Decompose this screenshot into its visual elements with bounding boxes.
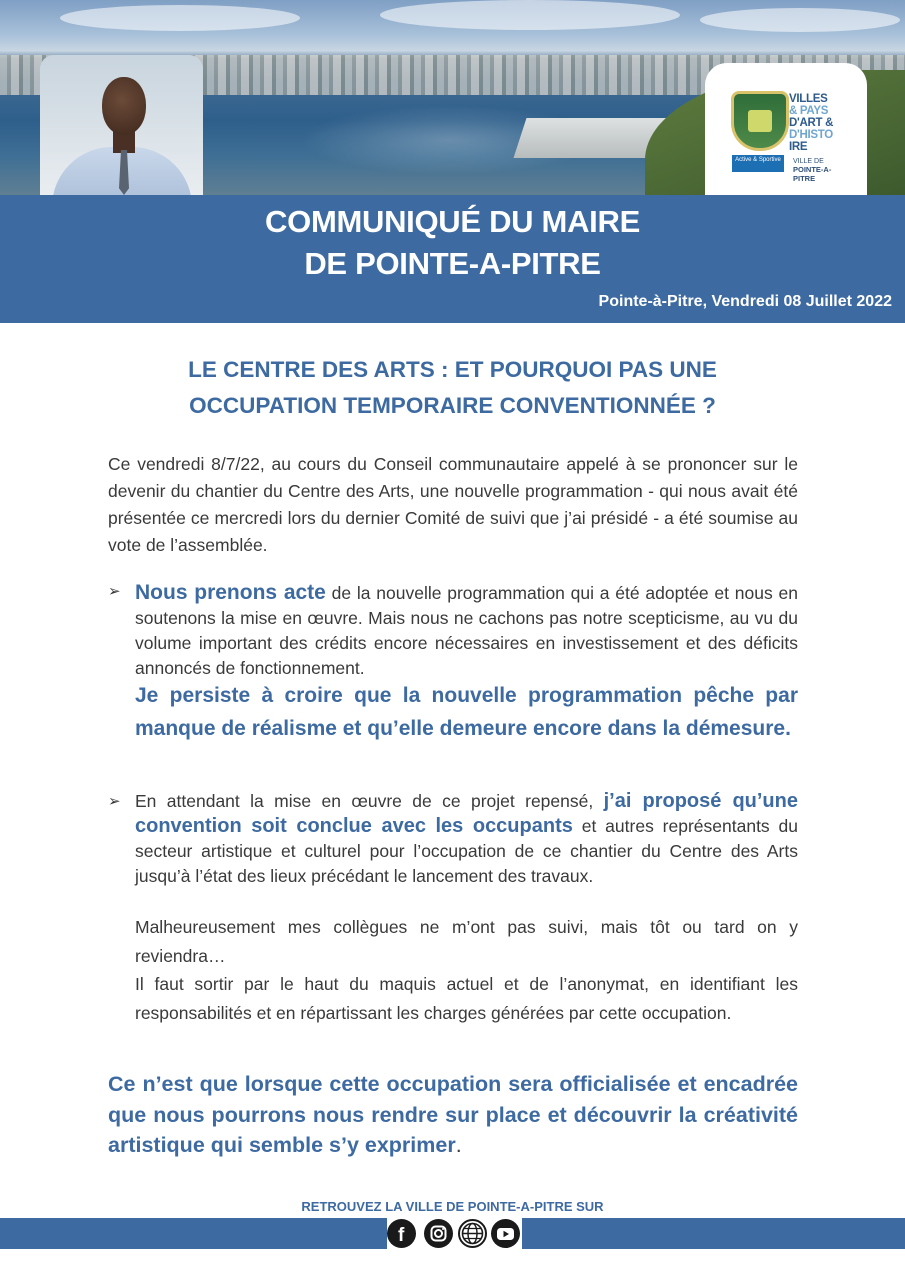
- instagram-icon[interactable]: [424, 1219, 453, 1248]
- date-line: Pointe-à-Pitre, Vendredi 08 Juillet 2022: [598, 293, 892, 310]
- footer-title: RETROUVEZ LA VILLE DE POINTE-A-PITRE SUR: [301, 1199, 604, 1214]
- page-title-line1: COMMUNIQUÉ DU MAIRE: [265, 204, 640, 239]
- city-label: VILLE DE POINTE-A-PITRE: [793, 158, 832, 183]
- bullet-2-followup: [135, 913, 798, 1027]
- headline-line2: OCCUPATION TEMPORAIRE CONVENTIONNÉE ?: [189, 393, 716, 418]
- arrow-bullet-icon: ➢: [108, 583, 121, 600]
- title-band: [0, 195, 905, 323]
- page-title: [0, 201, 905, 285]
- bullet-2-text: [135, 789, 798, 889]
- bullet-1-emphasis: Je persiste à croire que la nouvelle programmation pêche par manque de réalisme et qu’elle demeure encore dans la démesure.: [135, 684, 798, 740]
- villes-pays-art-histoire-logo: VILLES & PAYS D'ART & D'HISTO IRE: [789, 93, 834, 153]
- bullet-2-para2: Malheureusement mes collègues ne m’ont pas suivi, mais tôt ou tard on y reviendra…: [135, 917, 798, 966]
- active-sportive-badge: Active & Sportive: [732, 155, 784, 172]
- city-crest-logo: [731, 91, 789, 151]
- conclusion-period: .: [455, 1133, 462, 1157]
- bullet-2-emphasis: j’ai proposé qu’une convention soit conclue avec les occupants: [135, 790, 798, 837]
- bullet-2-after: et autres représentants du secteur artistique et culturel pour l’occupation de ce chantier du Centre des Arts jusqu’à l’état des lieux précédant le lancement des travaux.: [135, 816, 799, 886]
- bullet-2-para3: Il faut sortir par le haut du maquis actuel et de l’anonymat, en identifiant les responsabilités et en répartissant les charges générées par cette occupation.: [135, 974, 798, 1023]
- arrow-bullet-icon: ➢: [108, 793, 121, 810]
- conclusion: [108, 1069, 798, 1161]
- header-photo-banner: [0, 0, 905, 195]
- bullet-1-body: de la nouvelle programmation qui a été adoptée et nous en soutenons la mise en œuvre. Mais nous ne cachons pas notre scepticisme, au vu du volume important des crédits encore nécessaires en investissement et des déficits annoncés de fonctionnement.: [135, 583, 798, 678]
- conclusion-text: Ce n’est que lorsque cette occupation sera officialisée et encadrée que nous pourrons nous rendre sur place et découvrir la créativité artistique qui semble s’y exprimer: [108, 1072, 798, 1157]
- mayor-portrait: [40, 55, 203, 195]
- intro-paragraph: Ce vendredi 8/7/22, au cours du Conseil communautaire appelé à se prononcer sur le devenir du chantier du Centre des Arts, une nouvelle programmation - qui nous avait été présentée ce mercredi lors du dernier Comité de suivi que j’ai présidé - a été soumise au vote de l’assemblée.: [108, 454, 798, 555]
- footer-bar-right: [522, 1218, 905, 1249]
- bullet-2-before: En attendant la mise en œuvre de ce projet repensé,: [135, 791, 604, 811]
- youtube-icon[interactable]: [491, 1219, 520, 1248]
- globe-icon[interactable]: [458, 1219, 487, 1248]
- bullet-1-text: [135, 580, 798, 681]
- page-title-line2: DE POINTE-A-PITRE: [304, 246, 601, 281]
- svg-text:f: f: [398, 1225, 405, 1246]
- facebook-icon[interactable]: [387, 1219, 416, 1248]
- headline: [0, 352, 905, 424]
- headline-line1: LE CENTRE DES ARTS : ET POURQUOI PAS UNE: [188, 357, 717, 382]
- city-logo-card: [705, 63, 867, 195]
- bullet-1-lead: Nous prenons acte: [135, 581, 326, 604]
- footer-bar-left: [0, 1218, 387, 1249]
